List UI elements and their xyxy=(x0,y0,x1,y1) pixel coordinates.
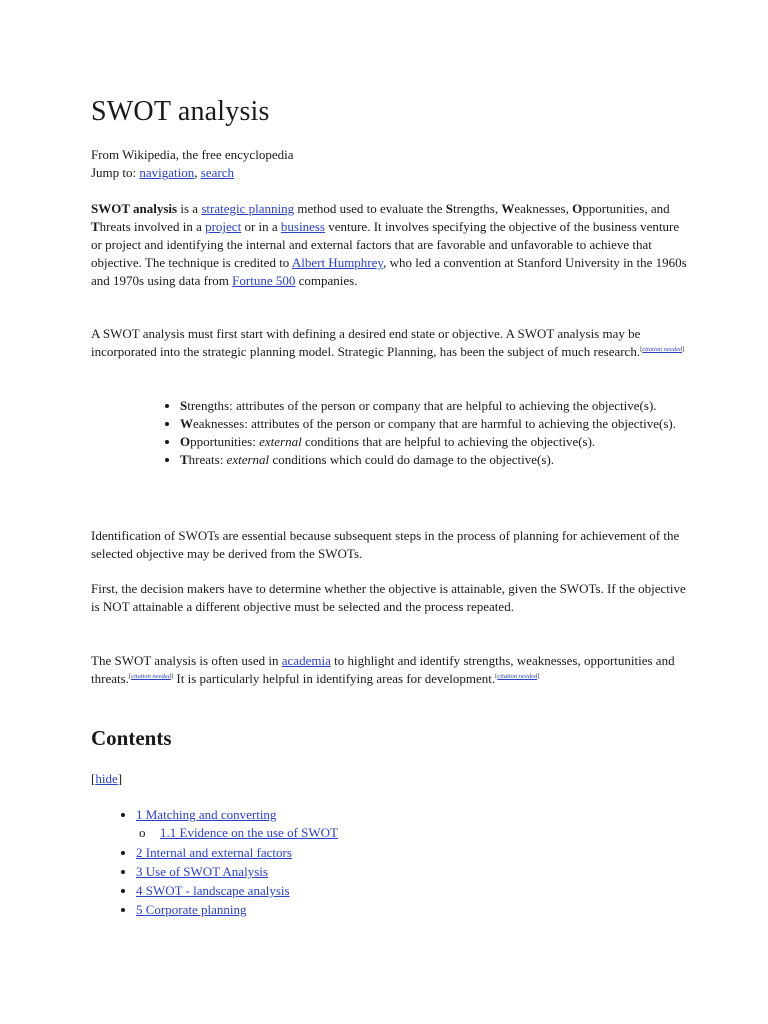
toc-item xyxy=(136,806,536,844)
paragraph-text: to highlight and identify strengths, weaknesses, opportunities and threats. xyxy=(91,653,675,686)
bullet-emphasis: external xyxy=(226,452,270,467)
project-link[interactable]: project xyxy=(205,219,242,234)
search-link[interactable]: search xyxy=(200,165,234,180)
albert-humphrey-link[interactable]: Albert Humphrey xyxy=(291,255,384,270)
site-subtitle: From Wikipedia, the free encyclopedia xyxy=(91,147,294,162)
academia-link[interactable]: academia xyxy=(281,653,331,668)
identification-paragraph: Identification of SWOTs are essential because subsequent steps in the process of planning for achievement of the selected objective may be derived from the SWOTs. xyxy=(91,528,680,561)
table-of-contents xyxy=(115,806,536,920)
intro-letter-t: T xyxy=(91,219,100,234)
intro-text: companies. xyxy=(295,273,358,288)
toc-item xyxy=(136,844,536,863)
intro-text: method used to evaluate the xyxy=(294,201,446,216)
bracket: ] xyxy=(117,771,123,786)
contents-heading: Contents xyxy=(91,726,172,750)
paragraph-text: It is particularly helpful in identifying areas for development. xyxy=(173,671,496,686)
intro-text: or in a xyxy=(241,219,281,234)
paragraph-text: The SWOT analysis is often used in xyxy=(91,653,282,668)
intro-paragraph xyxy=(91,200,691,290)
list-item-threats xyxy=(180,451,705,469)
toc-subitem xyxy=(160,824,536,843)
bullet-emphasis: external xyxy=(259,434,302,449)
navigation-link[interactable]: navigation xyxy=(139,165,195,180)
intro-text: is a xyxy=(177,201,202,216)
intro-text: venture. It involves specifying the objective of the business venture or project and identifying the internal and external factors that are favorable and unfavorable to achieve that objective. The technique is credited to xyxy=(91,219,680,270)
fortune-500-link[interactable]: Fortune 500 xyxy=(232,273,296,288)
bullet-letter: T xyxy=(180,452,189,467)
intro-text: eaknesses, xyxy=(514,201,573,216)
intro-letter-w: W xyxy=(501,201,515,216)
bullet-text: conditions that are helpful to achieving the objective(s). xyxy=(301,434,596,449)
toc-item xyxy=(136,901,536,920)
bullet-text: eaknesses: attributes of the person or company that are harmful to achieving the objective(s). xyxy=(193,416,676,431)
citation-needed-link[interactable]: citation needed xyxy=(497,672,538,680)
swot-bullet-list xyxy=(158,397,705,469)
page-title: SWOT analysis xyxy=(91,96,270,127)
hide-toc-link[interactable]: hide xyxy=(95,771,118,786)
bullet-text: conditions which could do damage to the objective(s). xyxy=(269,452,555,467)
toc-link-use-of-swot[interactable]: 3 Use of SWOT Analysis xyxy=(136,864,268,879)
jump-to-links xyxy=(91,164,691,182)
citation-needed-link[interactable]: citation needed xyxy=(642,345,683,353)
objective-paragraph xyxy=(91,325,691,361)
decision-paragraph: First, the decision makers have to determine whether the objective is attainable, given the SWOTs. If the objective is NOT attainable a different objective must be selected and the process repeated. xyxy=(91,581,686,614)
toc-link-matching-and-converting[interactable]: 1 Matching and converting xyxy=(136,807,277,822)
toc-link-corporate-planning[interactable]: 5 Corporate planning xyxy=(136,902,247,917)
citation-needed: [citation needed] xyxy=(640,345,685,353)
toc-sublist xyxy=(136,824,536,843)
bullet-letter: W xyxy=(180,416,193,431)
bullet-text: pportunities: xyxy=(190,434,260,449)
intro-text: , who led a convention at Stanford University in the 1960s and 1970s using data from xyxy=(91,255,687,288)
jump-separator: , xyxy=(194,165,201,180)
toc-item xyxy=(136,863,536,882)
intro-letter-s: S xyxy=(445,201,453,216)
bracket: [ xyxy=(91,771,96,786)
list-item-strengths xyxy=(180,397,705,415)
intro-text: trengths, xyxy=(452,201,502,216)
citation-needed: [citation needed] xyxy=(128,672,174,680)
intro-text: hreats involved in a xyxy=(99,219,206,234)
paragraph-text: A SWOT analysis must first start with defining a desired end state or objective. A SWOT analysis may be incorporated into the strategic planning model. Strategic Planning, has been the subject of much research. xyxy=(91,326,641,359)
bullet-text: hreats: xyxy=(188,452,227,467)
intro-text: pportunities, and xyxy=(582,201,670,216)
bullet-letter: S xyxy=(180,398,188,413)
bullet-text: trengths: attributes of the person or company that are helpful to achieving the objective(s). xyxy=(187,398,657,413)
bullet-letter: O xyxy=(180,434,191,449)
toc-link-internal-external[interactable]: 2 Internal and external factors xyxy=(136,845,292,860)
list-item-opportunities xyxy=(180,433,705,451)
strategic-planning-link[interactable]: strategic planning xyxy=(201,201,295,216)
intro-letter-o: O xyxy=(572,201,583,216)
jump-prefix: Jump to: xyxy=(91,165,140,180)
business-link[interactable]: business xyxy=(280,219,325,234)
intro-term: SWOT analysis xyxy=(91,201,178,216)
toc-toggle xyxy=(91,770,691,788)
citation-needed: [citation needed] xyxy=(495,672,540,680)
academia-paragraph xyxy=(91,652,691,688)
citation-needed-link[interactable]: citation needed xyxy=(131,672,171,680)
toc-item xyxy=(136,882,536,901)
toc-link-evidence[interactable]: 1.1 Evidence on the use of SWOT xyxy=(160,825,338,840)
list-item-weaknesses xyxy=(180,415,705,433)
toc-link-landscape[interactable]: 4 SWOT - landscape analysis xyxy=(136,883,290,898)
